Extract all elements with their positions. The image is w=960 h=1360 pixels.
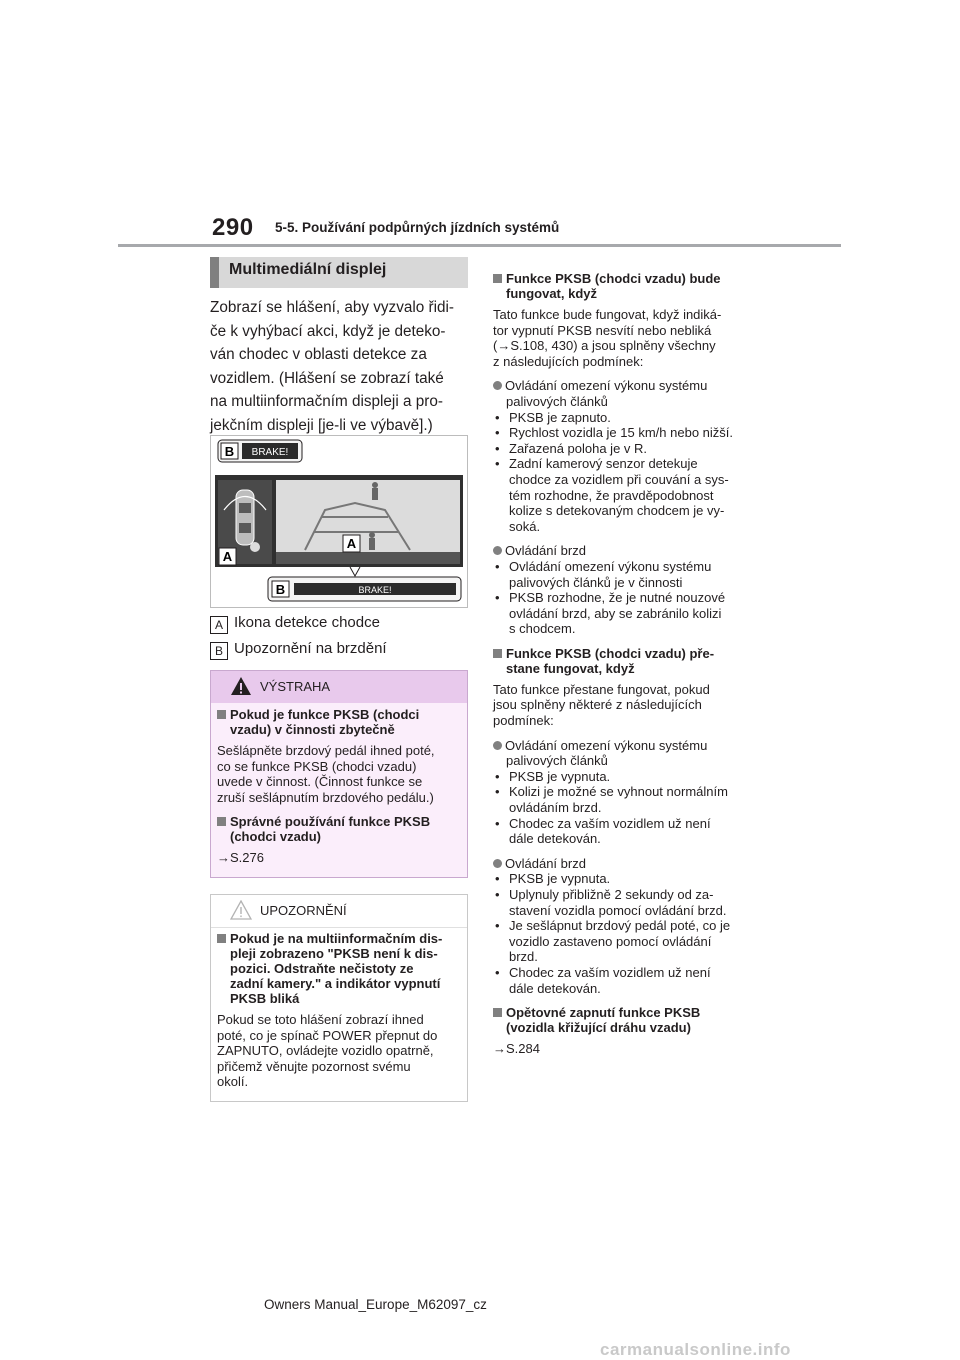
intro-paragraph bbox=[210, 296, 472, 437]
list-item: • PKSB je zapnuto. bbox=[493, 410, 755, 426]
list-item: • PKSB je vypnuta. bbox=[493, 769, 755, 785]
paragraph: Tato funkce přestane fungovat, pokud jsou splněny některé z následujících podmínek: bbox=[493, 681, 710, 729]
square-bullet-icon bbox=[217, 710, 226, 719]
watermark: carmanualsonline.info bbox=[600, 1340, 791, 1359]
label-b: B bbox=[275, 582, 286, 597]
paragraph: Tato funkce bude fungovat, když indiká- tor vypnutí PKSB nesvítí nebo nebliká (→S.108, 430) a jsou splněny všechny z následujících podmínek: bbox=[493, 307, 722, 369]
display-illustration bbox=[210, 435, 468, 608]
condition-group: Ovládání brzd • Ovládání omezení výkonu systému palivových článků je v činnosti • PKSB rozhodne, že je nutné nouzové ovládání brzd, aby se zabránilo kolizi s chodcem. bbox=[493, 543, 755, 637]
warning-body-1: Sešlápněte brzdový pedál ihned poté, co se funkce PKSB (chodci vzadu) uvede v činnost. (Činnost funkce se zruší sešlápnutím brzdového pedálu.) bbox=[217, 743, 435, 805]
section-heading-text: Multimediální displej bbox=[229, 261, 387, 278]
list-item: • Zařazená poloha je v R. bbox=[493, 441, 755, 457]
intro-line: jekčním displeji [je-li ve výbavě].) bbox=[210, 416, 433, 434]
intro-line: vozidlem. (Hlášení se zobrazí také bbox=[210, 369, 444, 387]
intro-line: če k vyhýbací akci, když je deteko- bbox=[210, 322, 446, 340]
legend-text: Ikona detekce chodce bbox=[234, 614, 380, 631]
intro-line: Zobrazí se hlášení, aby vyzvalo řidi- bbox=[210, 299, 455, 316]
square-bullet-icon bbox=[217, 934, 226, 943]
notice-title: UPOZORNĚNÍ bbox=[260, 903, 347, 918]
list-item: • Ovládání omezení výkonu systému palivových článků je v činnosti bbox=[493, 559, 755, 590]
list-item: • Je sešlápnut brzdový pedál poté, co je vozidlo zastaveno pomocí ovládání brzd. bbox=[493, 918, 755, 965]
notice-body-1: Pokud se toto hlášení zobrazí ihned poté, co je spínač POWER přepnut do ZAPNUTO, ovládejte vozidlo opatrně, přičemž věnujte pozornost svému okolí. bbox=[217, 1012, 438, 1090]
intro-line: ván chodec v oblasti detekce za bbox=[210, 346, 427, 363]
label-a: A bbox=[346, 536, 357, 551]
square-bullet-icon bbox=[217, 817, 226, 826]
legend-key: B bbox=[210, 642, 228, 660]
brake-text: BRAKE! bbox=[251, 447, 289, 458]
square-bullet-icon bbox=[493, 274, 502, 283]
footer-text: Owners Manual_Europe_M62097_cz bbox=[264, 1297, 487, 1312]
list-item: • Kolizi je možné se vyhnout normálním ovládáním brzd. bbox=[493, 784, 755, 815]
circle-bullet-icon bbox=[493, 859, 502, 868]
condition-group: Ovládání brzd • PKSB je vypnuta. • Uplynuly přibližně 2 sekundy od za- stavení vozidla pomocí ovládání brzd. • Je sešlápnut brzdový pedál poté, co je vozidlo zastaveno pomocí ovládání brzd. • Chodec za vaším vozidlem už není dále detekován. bbox=[493, 856, 755, 996]
circle-bullet-icon bbox=[493, 741, 502, 750]
heading-reenable: Opětovné zapnutí funkce PKSB (vozidla křižující dráhu vzadu) bbox=[493, 1005, 755, 1035]
notice-box bbox=[210, 894, 468, 1102]
brake-text: BRAKE! bbox=[358, 585, 392, 595]
heading-stops-when: Funkce PKSB (chodci vzadu) pře- stane fungovat, když bbox=[493, 646, 755, 676]
warning-box bbox=[210, 670, 468, 878]
list-item: • Zadní kamerový senzor detekuje chodce za vozidlem při couvání a sys- tém rozhodne, že pravděpodobnost kolize s detekovaným chodcem je vy- soká. bbox=[493, 456, 755, 534]
warning-heading-1: Pokud je funkce PKSB (chodci vzadu) v činnosti zbytečně bbox=[217, 707, 463, 737]
notice-heading-1: Pokud je na multiinformačním dis- pleji zobrazeno "PKSB není k dis- pozici. Odstraňte nečistoty ze zadní kamery." a indikátor vypnutí PKSB bliká bbox=[217, 931, 463, 1006]
condition-group: Ovládání omezení výkonu systému palivových článků • PKSB je zapnuto. • Rychlost vozidla je 15 km/h nebo nižší. • Zařazená poloha je v R. • Zadní kamerový senzor detekuje chodce za vozidlem při couvání a sys- tém rozhodne, že pravděpodobnost kolize s detekovaným chodcem je vy- soká. bbox=[493, 378, 755, 534]
warning-title: VÝSTRAHA bbox=[260, 679, 331, 694]
circle-bullet-icon bbox=[493, 546, 502, 555]
list-item: • Rychlost vozidla je 15 km/h nebo nižší. bbox=[493, 425, 755, 441]
square-bullet-icon bbox=[493, 649, 502, 658]
warning-icon bbox=[230, 676, 252, 696]
heading-operates-when: Funkce PKSB (chodci vzadu) bude fungovat, když bbox=[493, 271, 755, 301]
section-title: 5-5. Používání podpůrných jízdních systémů bbox=[275, 220, 560, 235]
list-item: • Chodec za vaším vozidlem už není dále detekován. bbox=[493, 816, 755, 847]
list-item: • Chodec za vaším vozidlem už není dále detekován. bbox=[493, 965, 755, 996]
warning-header bbox=[211, 671, 467, 703]
page-reference: →S.284 bbox=[493, 1041, 540, 1057]
condition-group: Ovládání omezení výkonu systému palivových článků • PKSB je vypnuta. • Kolizi je možné se vyhnout normálním ovládáním brzd. • Chodec za vaším vozidlem už není dále detekován. bbox=[493, 738, 755, 847]
page-number: 290 bbox=[212, 214, 254, 241]
square-bullet-icon bbox=[493, 1008, 502, 1017]
section-heading bbox=[210, 257, 468, 288]
header-rule bbox=[118, 244, 841, 247]
circle-bullet-icon bbox=[493, 381, 502, 390]
list-item: • Uplynuly přibližně 2 sekundy od za- stavení vozidla pomocí ovládání brzd. bbox=[493, 887, 755, 918]
page-reference: →S.276 bbox=[217, 850, 264, 866]
legend-item-b bbox=[210, 640, 387, 660]
label-a: A bbox=[222, 549, 233, 564]
legend-item-a bbox=[210, 614, 380, 634]
intro-line: na multiinformačním displeji a pro- bbox=[210, 393, 443, 410]
list-item: • PKSB rozhodne, že je nutné nouzové ovládání brzd, aby se zabránilo kolizi s chodcem. bbox=[493, 590, 755, 637]
legend-text: Upozornění na brzdění bbox=[234, 640, 387, 657]
notice-header bbox=[211, 895, 467, 928]
label-b: B bbox=[224, 444, 235, 459]
right-column bbox=[493, 271, 755, 1057]
legend-key: A bbox=[210, 616, 228, 634]
caution-icon bbox=[230, 900, 252, 920]
list-item: • PKSB je vypnuta. bbox=[493, 871, 755, 887]
warning-heading-2: Správné používání funkce PKSB (chodci vzadu) bbox=[217, 814, 463, 844]
